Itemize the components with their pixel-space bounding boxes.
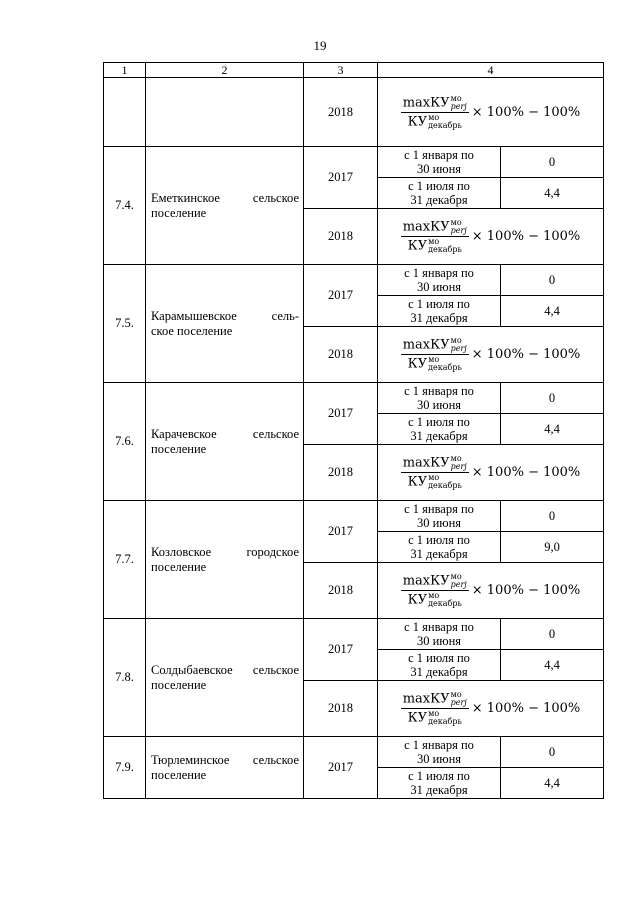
formula-rest: × 100% − 100% bbox=[471, 229, 581, 244]
formula-cell bbox=[378, 563, 604, 619]
table-row bbox=[104, 501, 604, 532]
header-cell-3: 3 bbox=[304, 63, 378, 78]
name-line-1: Тюрлеминское сельское bbox=[151, 752, 299, 767]
formula bbox=[378, 337, 603, 372]
empty-num-cell bbox=[104, 78, 146, 147]
denominator-sup: мо bbox=[428, 237, 440, 246]
name-line-2: поселение bbox=[151, 677, 207, 692]
value-cell: 0 bbox=[501, 147, 604, 178]
numerator-text: maxКУ bbox=[402, 337, 450, 353]
formula-fraction bbox=[401, 691, 469, 726]
name-line-1: Солдыбаевское сельское bbox=[151, 662, 299, 677]
formula-rest: × 100% − 100% bbox=[471, 347, 581, 362]
settlement-name bbox=[146, 501, 304, 619]
formula-numerator bbox=[401, 573, 469, 591]
denominator-sup: мо bbox=[428, 591, 440, 600]
period-line-1: с 1 июля по bbox=[408, 769, 470, 783]
formula-cell bbox=[378, 445, 604, 501]
numerator-sub: perj bbox=[450, 101, 467, 111]
entry-number: 7.6. bbox=[104, 383, 146, 501]
period-line-2: 31 декабря bbox=[410, 429, 468, 443]
formula-fraction bbox=[401, 455, 469, 490]
period-line-1: с 1 января по bbox=[404, 148, 474, 162]
year-cell: 2018 bbox=[304, 78, 378, 147]
period-cell bbox=[378, 619, 501, 650]
formula-rest: × 100% − 100% bbox=[471, 701, 581, 716]
formula-numerator bbox=[401, 95, 469, 113]
entry-number: 7.5. bbox=[104, 265, 146, 383]
name-line-2: поселение bbox=[151, 559, 207, 574]
period-line-1: с 1 января по bbox=[404, 266, 474, 280]
denominator-sup: мо bbox=[428, 473, 440, 482]
period-cell bbox=[378, 383, 501, 414]
period-cell bbox=[378, 265, 501, 296]
formula-numerator bbox=[401, 337, 469, 355]
denominator-sup: мо bbox=[428, 112, 440, 122]
value-cell: 0 bbox=[501, 737, 604, 768]
table-row bbox=[104, 147, 604, 178]
denominator-text: КУ bbox=[407, 592, 428, 608]
denominator-text: КУ bbox=[407, 356, 428, 372]
period-line-2: 30 июня bbox=[416, 162, 462, 176]
formula-fraction bbox=[401, 337, 469, 372]
year-cell: 2018 bbox=[304, 327, 378, 383]
entry-number: 7.9. bbox=[104, 737, 146, 799]
period-cell bbox=[378, 296, 501, 327]
numerator-sup: мо bbox=[450, 572, 462, 581]
numerator-sub: perj bbox=[450, 226, 467, 235]
value-cell: 4,4 bbox=[501, 768, 604, 799]
name-line-1: Козловское городское bbox=[151, 544, 299, 559]
year-cell: 2017 bbox=[304, 737, 378, 799]
name-line-2: поселение bbox=[151, 441, 207, 456]
table-row bbox=[104, 619, 604, 650]
value-cell: 4,4 bbox=[501, 296, 604, 327]
formula-denominator bbox=[406, 113, 464, 130]
numerator-text: maxКУ bbox=[402, 573, 450, 589]
formula-numerator bbox=[401, 691, 469, 709]
formula-fraction bbox=[401, 573, 469, 608]
period-line-2: 31 декабря bbox=[410, 665, 468, 679]
period-line-1: с 1 января по bbox=[404, 502, 474, 516]
period-cell bbox=[378, 737, 501, 768]
period-line-1: с 1 июля по bbox=[408, 415, 470, 429]
settlement-name bbox=[146, 737, 304, 799]
name-line-2: ское поселение bbox=[151, 323, 233, 338]
period-line-2: 31 декабря bbox=[410, 783, 468, 797]
name-line-1: Карамышевское сель- bbox=[151, 308, 299, 323]
formula-denominator bbox=[406, 355, 464, 372]
value-cell: 4,4 bbox=[501, 650, 604, 681]
period-cell bbox=[378, 178, 501, 209]
name-line-1: Карачевское сельское bbox=[151, 426, 299, 441]
period-line-1: с 1 января по bbox=[404, 620, 474, 634]
formula-denominator bbox=[406, 591, 464, 608]
value-cell: 0 bbox=[501, 383, 604, 414]
period-cell bbox=[378, 501, 501, 532]
denominator-sub: декабрь bbox=[428, 599, 462, 608]
period-line-1: с 1 января по bbox=[404, 738, 474, 752]
numerator-text: maxКУ bbox=[402, 691, 450, 707]
header-cell-2: 2 bbox=[146, 63, 304, 78]
value-cell: 0 bbox=[501, 501, 604, 532]
value-cell: 0 bbox=[501, 619, 604, 650]
denominator-sub: декабрь bbox=[428, 120, 462, 130]
period-line-2: 31 декабря bbox=[410, 193, 468, 207]
period-line-2: 30 июня bbox=[416, 280, 462, 294]
formula-denominator bbox=[406, 237, 464, 254]
numerator-sup: мо bbox=[450, 454, 462, 463]
year-cell: 2017 bbox=[304, 265, 378, 327]
period-line-1: с 1 июля по bbox=[408, 179, 470, 193]
period-line-2: 31 декабря bbox=[410, 311, 468, 325]
value-cell: 4,4 bbox=[501, 178, 604, 209]
period-line-2: 30 июня bbox=[416, 752, 462, 766]
period-cell bbox=[378, 147, 501, 178]
period-cell bbox=[378, 532, 501, 563]
year-cell: 2017 bbox=[304, 147, 378, 209]
numerator-sup: мо bbox=[450, 690, 462, 699]
formula-fraction bbox=[401, 95, 469, 130]
year-cell: 2017 bbox=[304, 501, 378, 563]
settlement-name bbox=[146, 383, 304, 501]
formula bbox=[378, 95, 603, 130]
numerator-sub: perj bbox=[450, 698, 467, 707]
year-cell: 2018 bbox=[304, 209, 378, 265]
formula bbox=[378, 573, 603, 608]
period-line-1: с 1 июля по bbox=[408, 533, 470, 547]
year-cell: 2018 bbox=[304, 563, 378, 619]
page-number: 19 bbox=[313, 38, 327, 53]
table-row bbox=[104, 383, 604, 414]
numerator-text: maxКУ bbox=[402, 95, 450, 110]
denominator-sub: декабрь bbox=[428, 245, 462, 254]
name-line-1: Еметкинское сельское bbox=[151, 190, 299, 205]
period-cell bbox=[378, 650, 501, 681]
denominator-text: КУ bbox=[407, 238, 428, 254]
entry-number: 7.4. bbox=[104, 147, 146, 265]
formula bbox=[378, 691, 603, 726]
table-row bbox=[104, 737, 604, 768]
header-cell-1: 1 bbox=[104, 63, 146, 78]
formula-denominator bbox=[406, 709, 464, 726]
formula bbox=[378, 219, 603, 254]
numerator-sup: мо bbox=[450, 218, 462, 227]
tariff-table bbox=[103, 62, 604, 799]
numerator-sub: perj bbox=[450, 462, 467, 471]
denominator-sub: декабрь bbox=[428, 481, 462, 490]
formula-cell bbox=[378, 209, 604, 265]
value-cell: 9,0 bbox=[501, 532, 604, 563]
formula-denominator bbox=[406, 473, 464, 490]
denominator-sub: декабрь bbox=[428, 363, 462, 372]
numerator-sub: perj bbox=[450, 580, 467, 589]
empty-name-cell bbox=[146, 78, 304, 147]
denominator-sup: мо bbox=[428, 709, 440, 718]
header-row bbox=[104, 63, 604, 78]
year-cell: 2018 bbox=[304, 445, 378, 501]
numerator-sup: мо bbox=[450, 336, 462, 345]
period-line-2: 31 декабря bbox=[410, 547, 468, 561]
formula bbox=[378, 455, 603, 490]
formula-cell bbox=[378, 78, 604, 147]
period-line-1: с 1 января по bbox=[404, 384, 474, 398]
denominator-text: КУ bbox=[407, 474, 428, 490]
settlement-name bbox=[146, 147, 304, 265]
denominator-sup: мо bbox=[428, 355, 440, 364]
period-cell bbox=[378, 768, 501, 799]
table-row-continued bbox=[104, 78, 604, 147]
denominator-text: КУ bbox=[407, 710, 428, 726]
formula-cell bbox=[378, 681, 604, 737]
formula-fraction bbox=[401, 219, 469, 254]
entry-number: 7.7. bbox=[104, 501, 146, 619]
numerator-sup: мо bbox=[450, 93, 462, 103]
denominator-text: КУ bbox=[407, 114, 428, 129]
entry-number: 7.8. bbox=[104, 619, 146, 737]
formula-rest: × 100% − 100% bbox=[471, 583, 581, 598]
numerator-text: maxКУ bbox=[402, 219, 450, 235]
year-cell: 2017 bbox=[304, 619, 378, 681]
period-line-1: с 1 июля по bbox=[408, 297, 470, 311]
numerator-sub: perj bbox=[450, 344, 467, 353]
table-row bbox=[104, 265, 604, 296]
settlement-name bbox=[146, 619, 304, 737]
name-line-2: поселение bbox=[151, 767, 207, 782]
period-line-2: 30 июня bbox=[416, 516, 462, 530]
year-cell: 2018 bbox=[304, 681, 378, 737]
formula-numerator bbox=[401, 219, 469, 237]
formula-numerator bbox=[401, 455, 469, 473]
period-cell bbox=[378, 414, 501, 445]
formula-rest: × 100% − 100% bbox=[471, 104, 581, 120]
numerator-text: maxКУ bbox=[402, 455, 450, 471]
formula-rest: × 100% − 100% bbox=[471, 465, 581, 480]
value-cell: 4,4 bbox=[501, 414, 604, 445]
header-cell-4: 4 bbox=[378, 63, 604, 78]
period-line-2: 30 июня bbox=[416, 634, 462, 648]
year-cell: 2017 bbox=[304, 383, 378, 445]
period-line-1: с 1 июля по bbox=[408, 651, 470, 665]
denominator-sub: декабрь bbox=[428, 717, 462, 726]
value-cell: 0 bbox=[501, 265, 604, 296]
settlement-name bbox=[146, 265, 304, 383]
formula-cell bbox=[378, 327, 604, 383]
period-line-2: 30 июня bbox=[416, 398, 462, 412]
name-line-2: поселение bbox=[151, 205, 207, 220]
